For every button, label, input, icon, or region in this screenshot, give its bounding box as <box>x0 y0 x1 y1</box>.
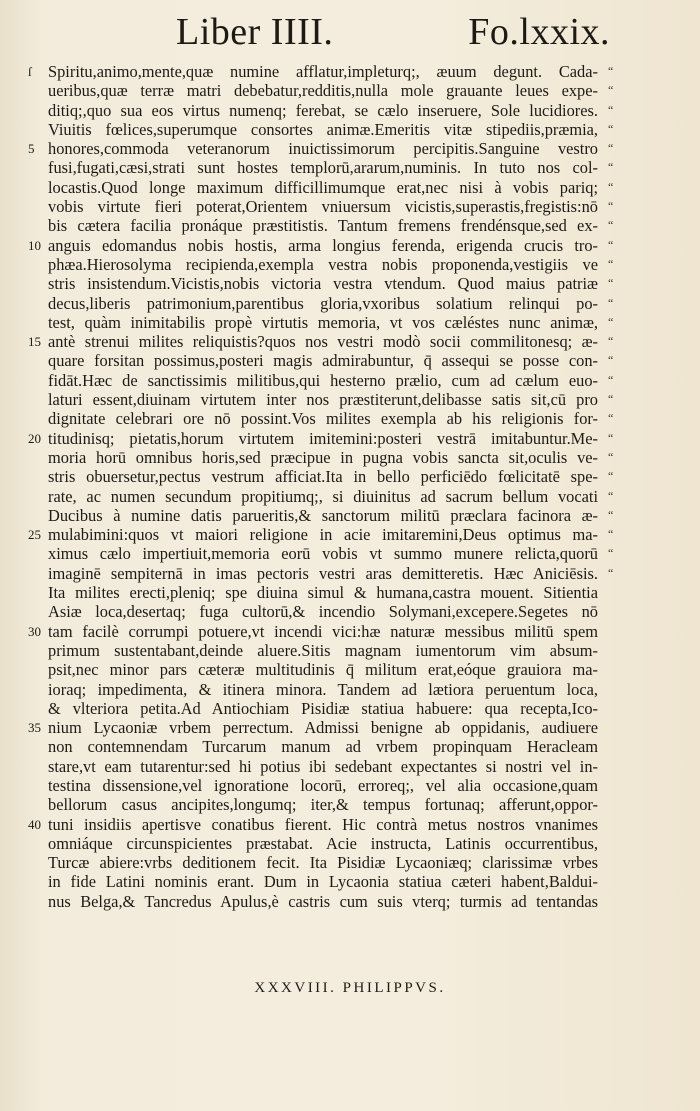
text-line: Viuitis fœlices,superumque consortes animæ.Emeritis vitæ stipediis,præmia, <box>48 119 598 139</box>
quote-mark: “ <box>608 546 614 561</box>
folio-number: Fo.lxxix. <box>468 11 610 53</box>
line-number: 5 <box>28 141 35 156</box>
quote-mark: “ <box>608 199 614 214</box>
running-head: Liber IIII. <box>176 11 334 53</box>
text-line: Turcæ abiere:vrbs deditionem fecit. Ita Pisidiæ Lycaoniæq; clarissimæ vrbes <box>48 853 598 873</box>
text-line: dignitate celebrari ore nō possint.Vos milites exempla ab his religionis for- <box>48 409 598 429</box>
quote-mark: “ <box>608 430 614 445</box>
text-line: ueribus,quæ terræ matri debebatur,redditis,nulla mole grauante leues expe- <box>48 81 598 101</box>
text-line: stris obuersetur,pectus vestrum afficiat.Ita in bello perficiēdo fœlicitatē spe- <box>48 467 598 487</box>
text-line: Ducibus à numine datis parueritis,& sanctorum militū præclara facinora æ- <box>48 505 598 525</box>
quote-mark: “ <box>608 507 614 522</box>
quote-mark: “ <box>608 392 614 407</box>
text-line: psit,nec minor pars cæteræ multitudinis q̄ militum erat,eóque grauiora ma- <box>48 660 598 680</box>
quote-mark: “ <box>608 64 614 78</box>
quote-mark: “ <box>608 449 614 464</box>
text-line: vobis virtute fieri poterat,Orientem vniuersum vicistis,superastis,fregistis:nō <box>48 197 598 217</box>
quote-mark: “ <box>608 527 614 542</box>
signature-line: XXXVIII. PHILIPPVS. <box>254 980 446 996</box>
quote-mark: “ <box>608 372 614 387</box>
quote-mark: “ <box>608 295 614 310</box>
quote-mark: “ <box>608 83 614 98</box>
quotation-marks-column <box>608 62 628 583</box>
quote-mark: “ <box>608 218 614 233</box>
line-number: 35 <box>28 720 41 735</box>
quote-mark: “ <box>608 160 614 175</box>
text-line: imaginē sempiternā in imas pectoris vestri aras demitteretis. Hæc Aniciēsis. <box>48 563 598 583</box>
text-line: Asiæ loca,desertaq; fuga cultorū,& incendio Solymani,excepere.Segetes nō <box>48 602 598 622</box>
text-line: antè strenui milites reliquistis?quos nos vestri modò socii commilitonesq; æ- <box>48 332 598 352</box>
line-number: 20 <box>28 431 41 446</box>
quote-mark: “ <box>608 353 614 368</box>
text-line: nium Lycaoniæ vrbem perrectum. Admissi benigne ab oppidanis, audiuere <box>48 718 598 738</box>
text-line: decus,liberis patrimonium,parentibus gloria,vxoribus solatium relinqui po- <box>48 293 598 313</box>
body-text <box>48 62 598 930</box>
quote-mark: “ <box>608 256 614 271</box>
text-line: ditiq;,quo sua eos virtus numenq; ferebat, se cælo inseruere, Sole lucidiores. <box>48 100 598 120</box>
text-line: rate, ac numen secundum propitiumq;, si diuinitus ad sacrum bellum vocati <box>48 486 598 506</box>
quote-mark: “ <box>608 334 614 349</box>
text-line: test, quàm inimitabilis propè virtutis memoria, vt vos cæléstes nunc animæ, <box>48 312 598 332</box>
text-line: laturi essent,diuinam virtutem inter nos præstiterunt,delibasse satis sit,cū pro <box>48 390 598 410</box>
line-number: 25 <box>28 527 41 542</box>
text-line: tam facilè corrumpi potuere,vt incendi vici:hæ naturæ messibus militū spem <box>48 621 598 641</box>
text-line: bis cætera facilia pronáque præstitistis. Tantum fremens frendénsque,sed ex- <box>48 216 598 236</box>
text-line: fusi,fugati,cæsi,strati sunt hostes templorū,ararum,numinis. In tuto nos col- <box>48 158 598 178</box>
quote-mark: “ <box>608 314 614 329</box>
text-line: stris insistendum.Vicistis,nobis victoria vestra vtendum. Quod maius patriæ <box>48 274 598 294</box>
text-line: non contemnendam Turcarum manum ad vrbem propinquam Heracleam <box>48 737 598 757</box>
page-header <box>170 10 610 58</box>
text-line: moria horū omnibus horis,sed præcipue in pugna vobis sancta sit,oculis ve- <box>48 447 598 467</box>
quote-mark: “ <box>608 488 614 503</box>
text-line: locastis.Quod longe maximum difficillimumque erat,nec nisi à vobis pariq; <box>48 177 598 197</box>
text-line: & vlteriora petita.Ad Antiochiam Pisidiæ statiua habuere: qua recepta,Ico- <box>48 698 598 718</box>
text-line: Ita milites erecti,pleniq; spe diuina simul & humana,castra mouent. Sitientia <box>48 583 598 603</box>
text-line: titudinisq; pietatis,horum virtutem imitemini:posteri vestrā imitabuntur.Me- <box>48 428 598 448</box>
text-line: in fide Latini nominis erant. Dum in Lycaonia statiua cæteri habent,Baldui- <box>48 872 598 892</box>
text-line: honores,commoda veteranorum inuictissimorum percipitis.Sanguine vestro <box>48 139 598 159</box>
text-line: ximus cælo impertiuit,memoria eorū vobis vt summo munere relicta,quorū <box>48 544 598 564</box>
quote-mark: “ <box>608 411 614 426</box>
line-number: 40 <box>28 817 41 832</box>
text-line: phæa.Hierosolyma recipienda,exempla vestra nobis proponenda,vestigiis ve <box>48 254 598 274</box>
quote-mark: “ <box>608 565 614 580</box>
text-line: stare,vt eam tutarentur:sed hi potius ibi sedebant expectantes si nostri vel in- <box>48 756 598 776</box>
text-line: mulabimini:quos vt maiori religione in acie imitaremini,Deus optimus ma- <box>48 525 598 545</box>
text-line: nus Belga,& Tancredus Apulus,è castris cum suis vterq; turmis ad tentandas <box>48 891 598 911</box>
text-line: Spiritu,animo,mente,quæ numine afflatur,impleturq;, æuum degunt. Cada- <box>48 62 598 81</box>
text-line <box>48 911 598 930</box>
text-line: primum sustentabant,deinde aluere.Sitis magnam iumentorum vim absum- <box>48 640 598 660</box>
line-number: 15 <box>28 334 41 349</box>
text-line: omniáque circunspicientes præstabat. Acie instructa, Latinis occurrentibus, <box>48 833 598 853</box>
text-line: quare forsitan possimus,posteri magis admirabuntur, q̄ assequi se posse con- <box>48 351 598 371</box>
quote-mark: “ <box>608 179 614 194</box>
text-line: ioraq; impedimenta, & itinera minora. Tandem ad lætiora peruentum loca, <box>48 679 598 699</box>
text-line: anguis edomandus nobis hostis, arma longius ferenda, erigenda crucis tro- <box>48 235 598 255</box>
quote-mark: “ <box>608 121 614 136</box>
text-line: tuni insidiis apertisve conatibus fierent. Hic contrà metus nostros vnanimes <box>48 814 598 834</box>
quote-mark: “ <box>608 276 614 291</box>
text-line: bellorum casus ancipites,longumq; iter,& tempus fortunaq; afferunt,oppor- <box>48 795 598 815</box>
line-number: 10 <box>28 238 41 253</box>
quote-mark: “ <box>608 141 614 156</box>
text-line: fidāt.Hæc de sanctissimis militibus,qui hesterno prælio, cum ad cælum euo- <box>48 370 598 390</box>
quote-mark: “ <box>608 102 614 117</box>
line-number: 30 <box>28 624 41 639</box>
quote-mark: “ <box>608 237 614 252</box>
quote-mark: “ <box>608 469 614 484</box>
section-mark: ſ <box>28 64 32 79</box>
text-line: testina dissensione,vel ignoratione locorū, erroreq;, vel alia occasione,quam <box>48 775 598 795</box>
